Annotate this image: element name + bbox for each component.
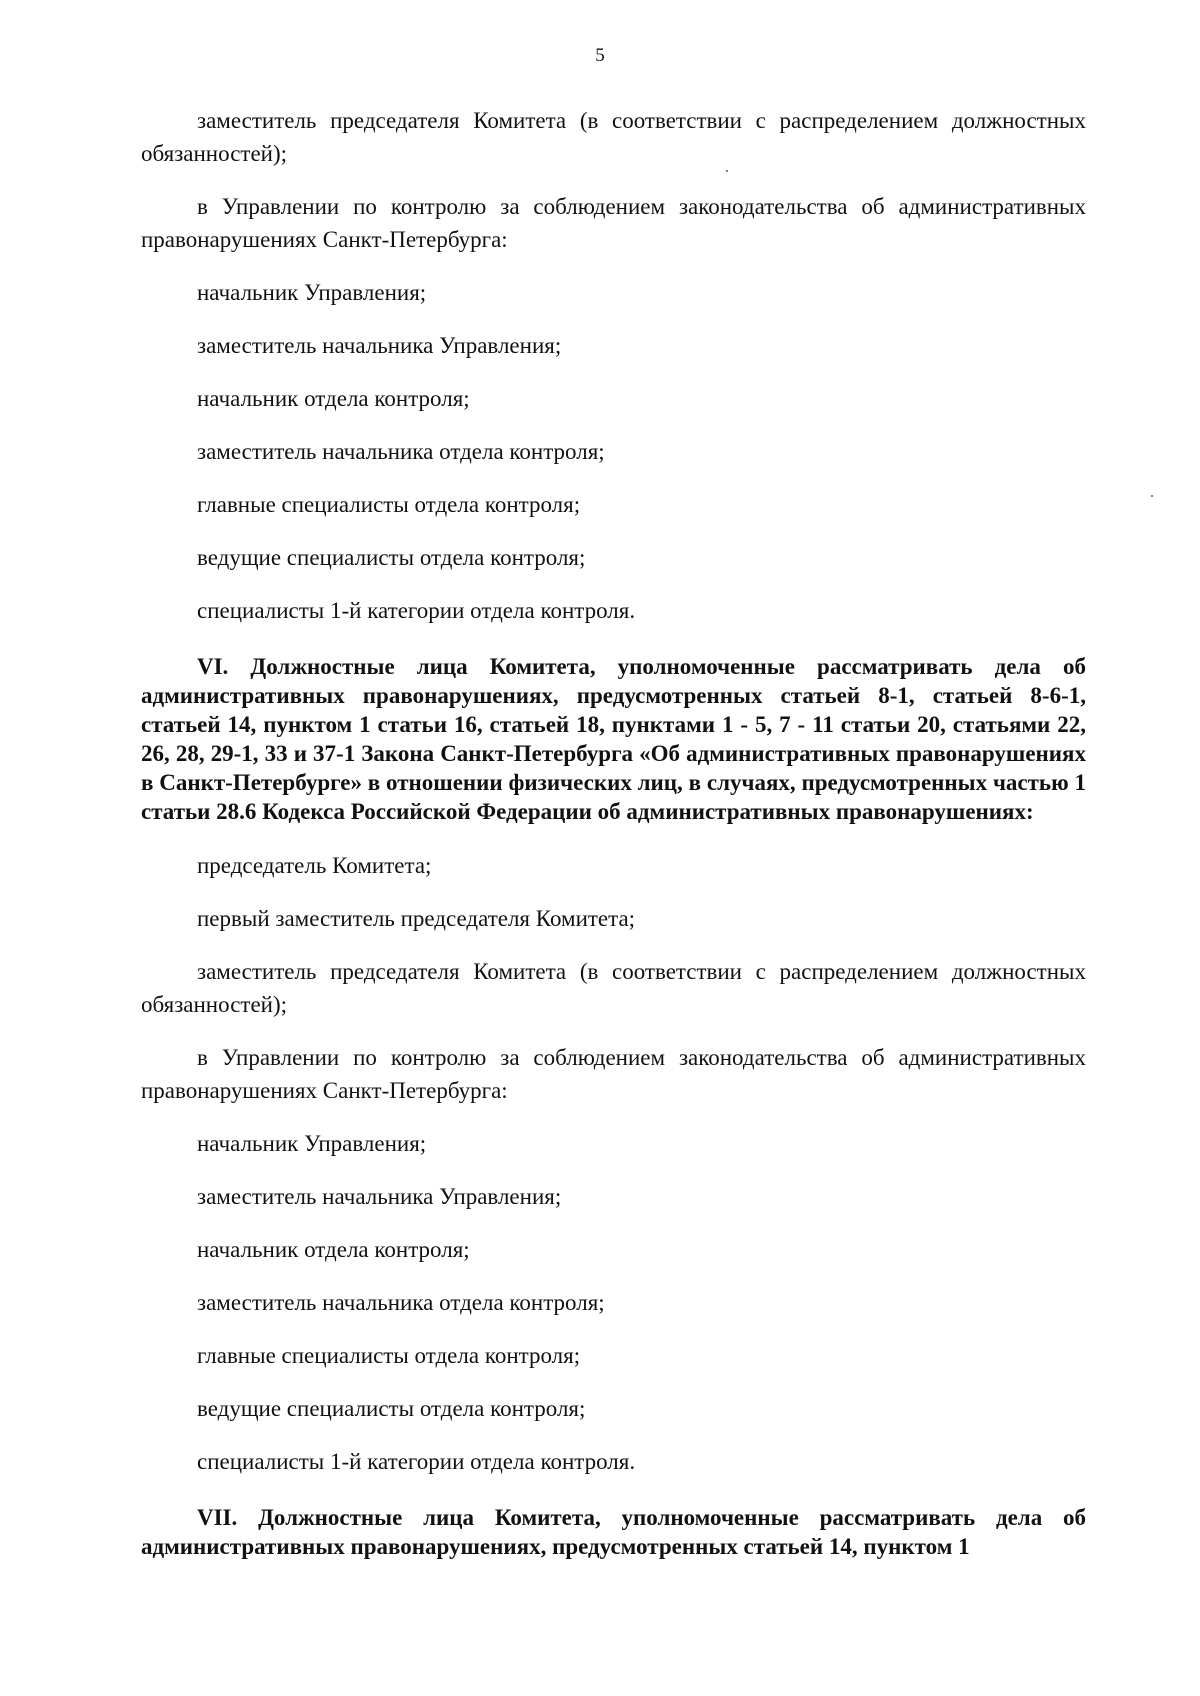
- paragraph-deputy-chairman: заместитель председателя Комитета (в соответствии с распределением должностных обязанностей);: [141, 959, 1086, 1017]
- list-item: первый заместитель председателя Комитета;: [197, 906, 636, 931]
- paragraph-department: в Управлении по контролю за соблюдением законодательства об административных правонарушениях Санкт-Петербурга:: [141, 194, 1086, 252]
- list-item: специалисты 1-й категории отдела контроля.: [197, 598, 636, 623]
- list-item: председатель Комитета;: [197, 853, 432, 878]
- scan-speck: [1151, 495, 1153, 497]
- list-item: главные специалисты отдела контроля;: [197, 492, 581, 517]
- paragraph-deputy-chairman: заместитель председателя Комитета (в соответствии с распределением должностных обязанностей);: [141, 108, 1086, 166]
- list-item: заместитель начальника отдела контроля;: [197, 439, 605, 464]
- section-heading-vii: VII. Должностные лица Комитета, уполномоченные рассматривать дела об административных правонарушениях, предусмотренных статьей 14, пунктом 1: [141, 1505, 1086, 1559]
- list-item: заместитель начальника Управления;: [197, 333, 562, 358]
- page-number: 5: [595, 45, 605, 66]
- list-item: ведущие специалисты отдела контроля;: [197, 1396, 586, 1421]
- list-item: ведущие специалисты отдела контроля;: [197, 545, 586, 570]
- list-item: начальник отдела контроля;: [197, 1237, 470, 1262]
- list-item: начальник Управления;: [197, 1131, 427, 1156]
- list-item: главные специалисты отдела контроля;: [197, 1343, 581, 1368]
- list-item: начальник Управления;: [197, 280, 427, 305]
- paragraph-department: в Управлении по контролю за соблюдением законодательства об административных правонарушениях Санкт-Петербурга:: [141, 1045, 1086, 1103]
- list-item: специалисты 1-й категории отдела контроля.: [197, 1449, 636, 1474]
- list-item: начальник отдела контроля;: [197, 386, 470, 411]
- document-body: [141, 104, 1086, 1561]
- list-item: заместитель начальника отдела контроля;: [197, 1290, 605, 1315]
- list-item: заместитель начальника Управления;: [197, 1184, 562, 1209]
- section-heading-vi: VI. Должностные лица Комитета, уполномоченные рассматривать дела об административных правонарушениях, предусмотренных статьей 8-1, статьей 8-6-1, статьей 14, пунктом 1 статьи 16, статьей 18, пунктами 1 - 5, 7 - 11 статьи 20, статьями 22, 26, 28, 29-1, 33 и 37-1 Закона Санкт-Петербурга «Об административных правонарушениях в Санкт-Петербурге» в отношении физических лиц, в случаях, предусмотренных частью 1 статьи 28.6 Кодекса Российской Федерации об административных правонарушениях:: [141, 654, 1086, 824]
